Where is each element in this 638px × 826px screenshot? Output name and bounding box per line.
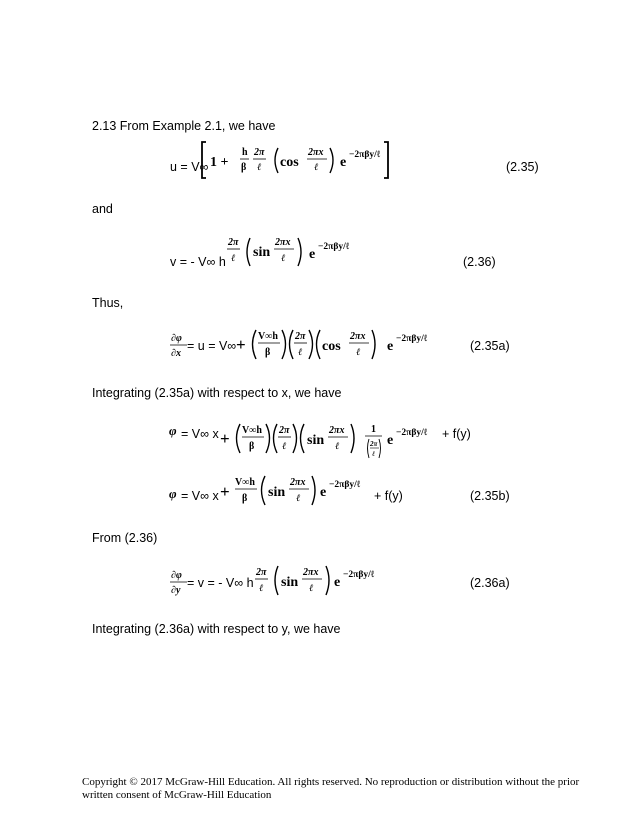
- frac-2pix-num: 2πx: [303, 567, 319, 578]
- eq-2-35b-formula: [220, 472, 372, 512]
- eq-2-36-formula: [226, 232, 386, 276]
- frac-2pi-den: ℓ: [257, 162, 262, 173]
- dphi: ∂φ: [171, 333, 182, 344]
- exp-e: e: [320, 485, 327, 500]
- eq-2-35b-tail: + f(y): [374, 489, 403, 503]
- frac-2pi-num: 2π: [228, 237, 239, 248]
- frac-2pix-den: ℓ: [335, 441, 340, 452]
- sin-label: sin: [268, 485, 286, 500]
- thus-text: Thus,: [92, 296, 124, 310]
- phi-symbol: [168, 422, 182, 440]
- eq-2-36-lhs: v = - V∞ h: [170, 255, 226, 269]
- cos-label: cos: [280, 155, 299, 170]
- integrating-y-text: Integrating (2.36a) with respect to y, we have: [92, 622, 341, 636]
- exp-power: −2πβy/ℓ: [318, 242, 350, 252]
- exp-power: −2πβy/ℓ: [396, 428, 428, 438]
- frac-2pi-den: ℓ: [231, 253, 236, 264]
- eq-2-36a-formula: [254, 562, 394, 602]
- frac-vinfh-den: β: [265, 347, 271, 358]
- exp-e: e: [387, 339, 394, 354]
- frac-2pix-num: 2πx: [275, 237, 291, 248]
- sin-label: sin: [253, 245, 271, 260]
- frac-2pix-den: ℓ: [296, 493, 301, 504]
- frac-one-num: 1: [371, 424, 376, 435]
- inner-ell: ℓ: [372, 450, 375, 458]
- exp-power: −2πβy/ℓ: [329, 480, 361, 490]
- frac-h-num: h: [242, 147, 248, 158]
- frac-2pix-den: ℓ: [309, 583, 314, 594]
- frac-2pix-num: 2πx: [329, 425, 345, 436]
- eq-phi1-lhs: = V∞ x: [181, 427, 219, 441]
- frac-2pi-num: 2π: [295, 331, 306, 342]
- eq-phi1-tail: + f(y): [442, 427, 471, 441]
- and-text: and: [92, 202, 113, 216]
- frac-2pix-num: 2πx: [308, 147, 324, 158]
- frac-vinfh-den: β: [249, 441, 255, 452]
- frac-2pix-den: ℓ: [314, 162, 319, 173]
- plus-sign: +: [236, 335, 246, 354]
- phi: φ: [169, 423, 177, 438]
- eq-2-35a-lhs: = u = V∞: [187, 339, 237, 353]
- frac-2pix-num: 2πx: [290, 477, 306, 488]
- eq-2-35a-formula: [236, 326, 428, 366]
- frac-vinfh-den: β: [242, 493, 248, 504]
- phi-symbol: [168, 485, 182, 503]
- eq-2-36-number: (2.36): [463, 255, 496, 269]
- frac-vinfh-num: V∞h: [235, 477, 255, 488]
- frac-2pix-den: ℓ: [356, 347, 361, 358]
- frac-2pi-den: ℓ: [298, 347, 303, 358]
- frac-2pi-num: 2π: [279, 425, 290, 436]
- frac-vinfh-num: V∞h: [258, 331, 278, 342]
- frac-2pix-den: ℓ: [281, 253, 286, 264]
- eq-2-36a-number: (2.36a): [470, 576, 510, 590]
- exp-e: e: [340, 155, 347, 170]
- cos-label: cos: [322, 339, 341, 354]
- frac-h-den: β: [241, 162, 247, 173]
- inner-2pi: 2π: [370, 440, 378, 448]
- exp-e: e: [387, 433, 394, 448]
- dy: ∂y: [171, 585, 181, 596]
- eq-phi1-formula: [220, 418, 450, 464]
- frac-2pi-den: ℓ: [259, 583, 264, 594]
- one-plus: 1 +: [210, 155, 229, 170]
- frac-vinfh-num: V∞h: [242, 425, 262, 436]
- integrating-x-text: Integrating (2.35a) with respect to x, we have: [92, 386, 342, 400]
- frac-2pix-num: 2πx: [350, 331, 366, 342]
- dx: ∂x: [171, 348, 181, 359]
- eq-2-35b-lhs: = V∞ x: [181, 489, 219, 503]
- frac-2pi-num: 2π: [254, 147, 265, 158]
- phi: φ: [169, 486, 177, 501]
- frac-2pi-den: ℓ: [282, 441, 287, 452]
- plus-sign: +: [220, 482, 230, 501]
- exp-e: e: [334, 575, 341, 590]
- frac-2pi-num: 2π: [256, 567, 267, 578]
- exp-power: −2πβy/ℓ: [343, 570, 375, 580]
- copyright-footer: Copyright © 2017 McGraw-Hill Education. All rights reserved. No reproduction or distribution without the prior written consent of McGraw-Hill Education: [82, 776, 580, 801]
- exp-power: −2πβy/ℓ: [396, 334, 428, 344]
- dphi: ∂φ: [171, 570, 182, 581]
- problem-heading: 2.13 From Example 2.1, we have: [92, 119, 276, 133]
- from-2-36-text: From (2.36): [92, 531, 158, 545]
- plus-sign: +: [220, 429, 230, 448]
- sin-label: sin: [281, 575, 299, 590]
- eq-2-35-number: (2.35): [506, 160, 539, 174]
- sin-label: sin: [307, 433, 325, 448]
- exp-e: e: [309, 247, 316, 262]
- exp-power: −2πβy/ℓ: [349, 150, 381, 160]
- eq-2-35-formula: [200, 138, 400, 182]
- eq-2-35-lhs: u = V∞: [170, 160, 209, 174]
- eq-2-36a-lhs: = v = - V∞ h: [187, 576, 254, 590]
- eq-2-35a-number: (2.35a): [470, 339, 510, 353]
- eq-2-35b-number: (2.35b): [470, 489, 510, 503]
